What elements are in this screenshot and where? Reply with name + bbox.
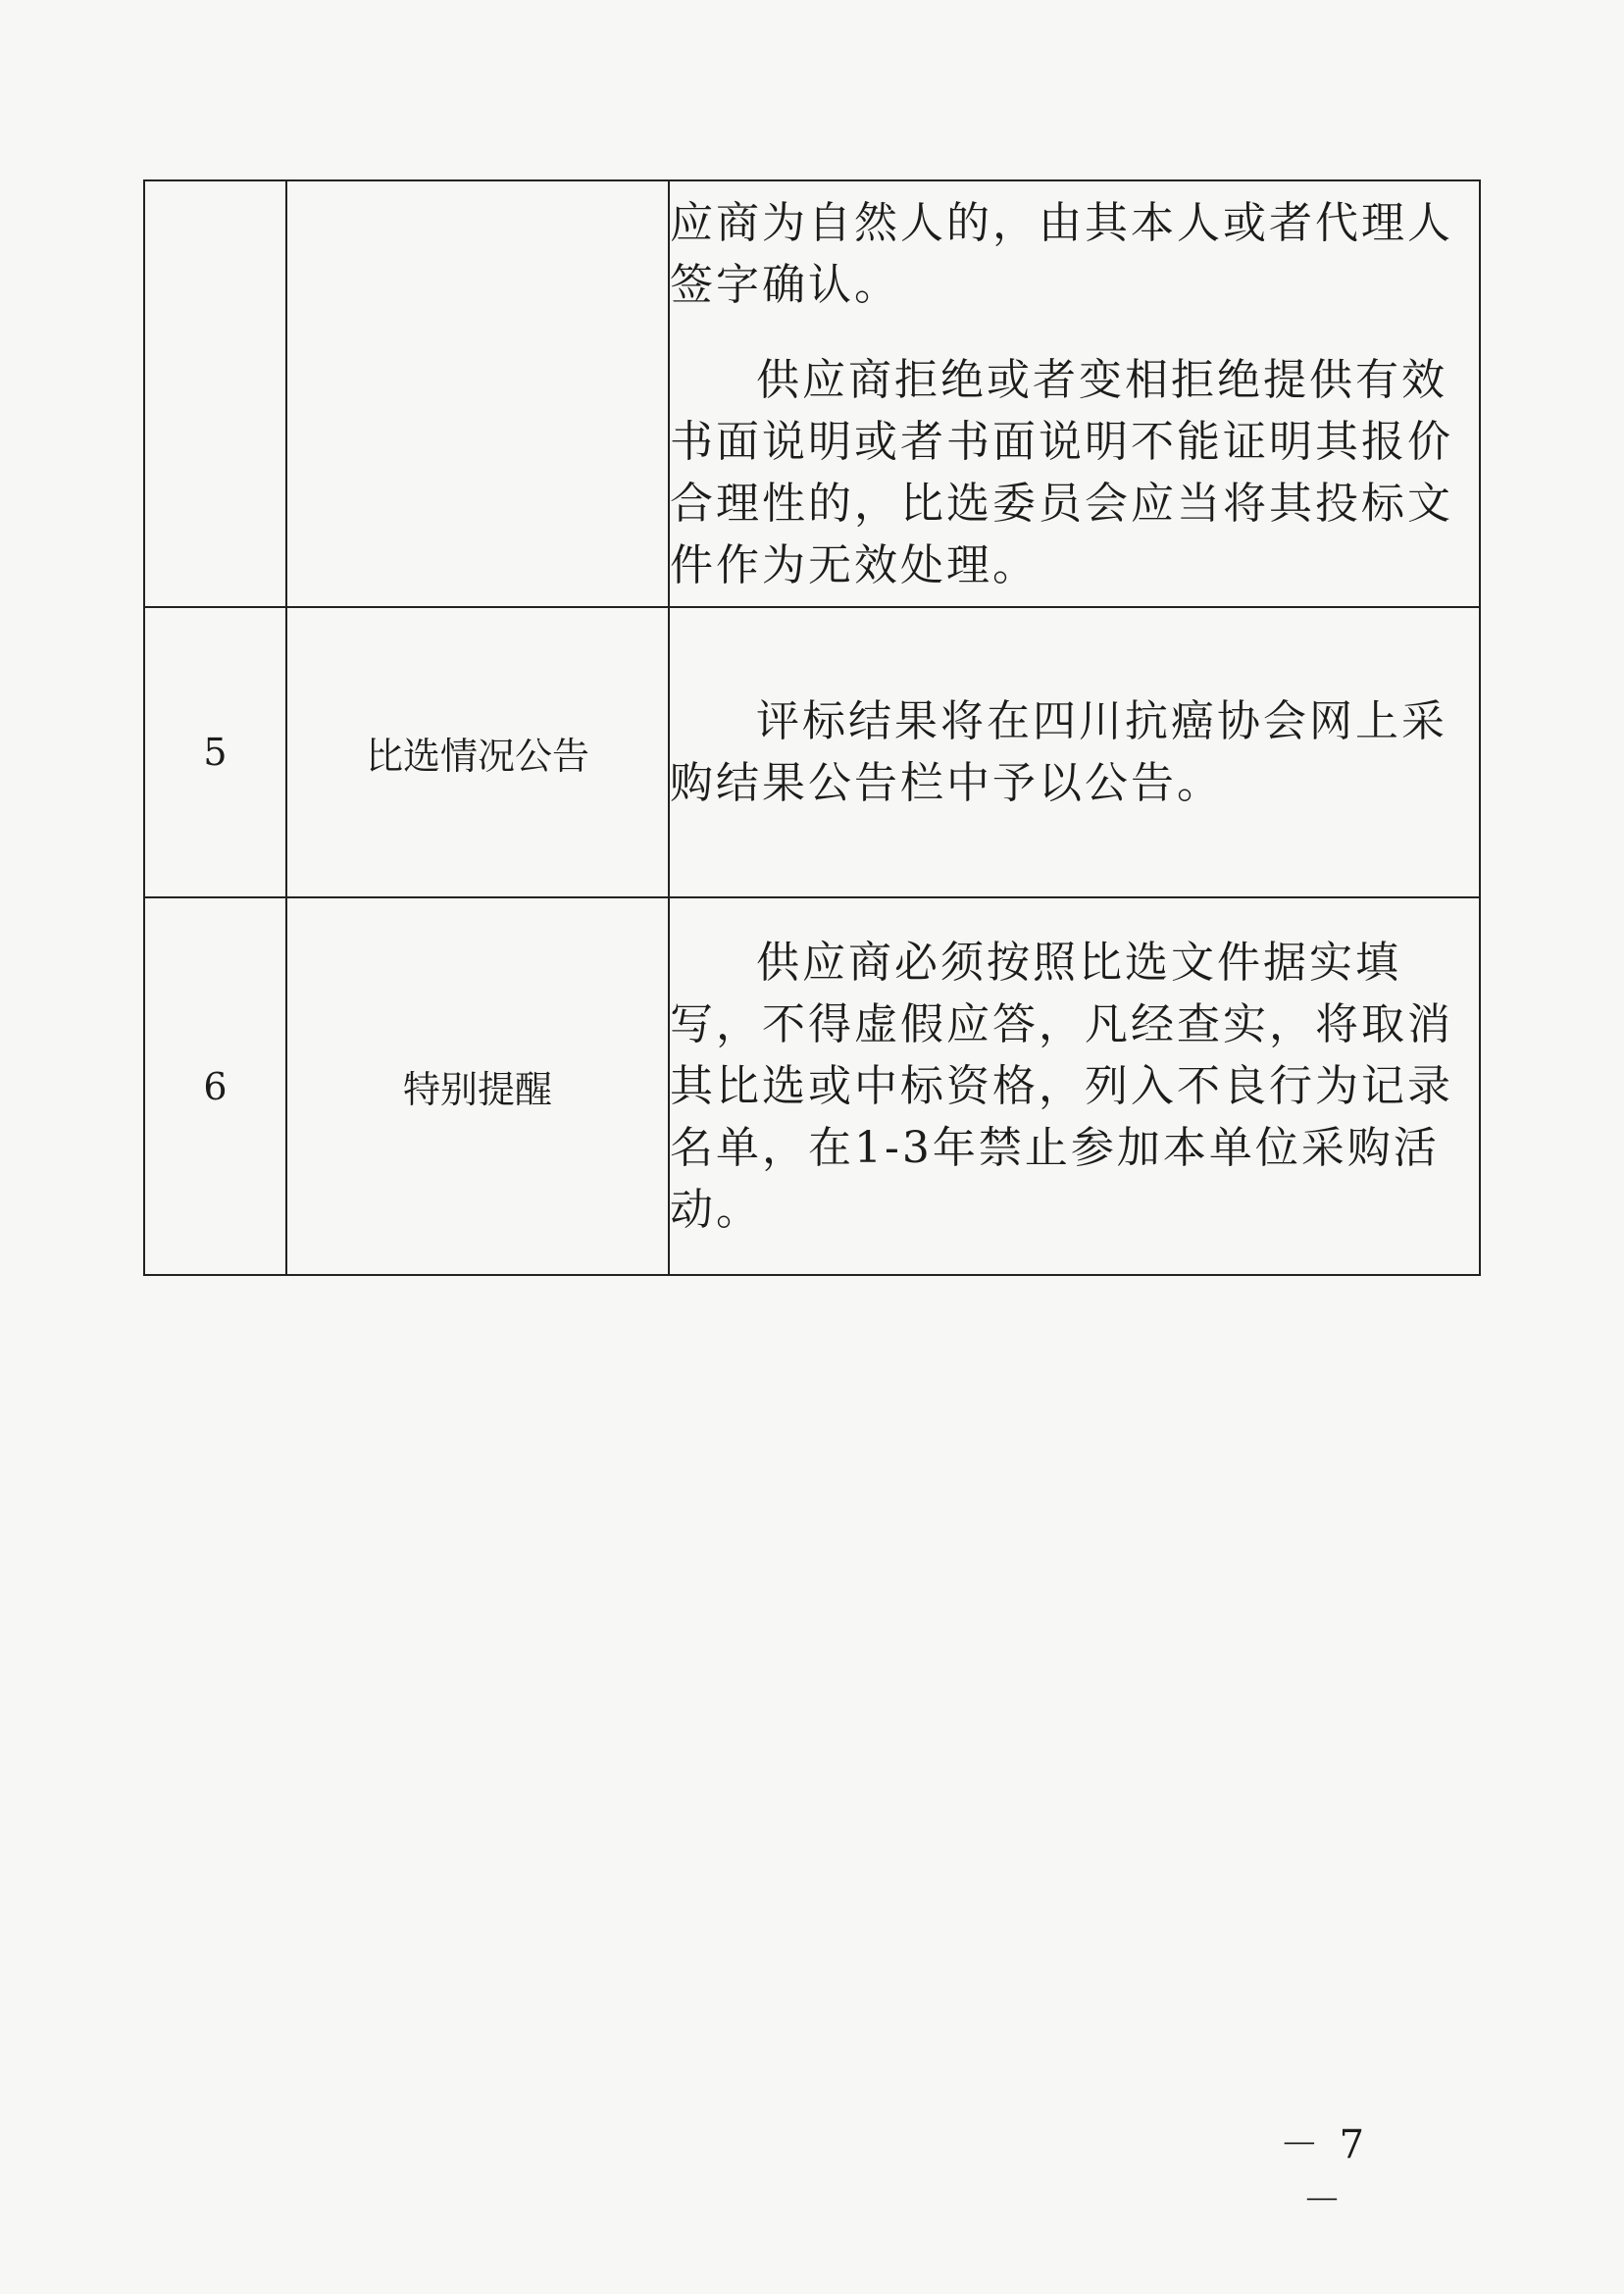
row-number: 5	[144, 607, 286, 897]
page-number: － 7 －	[1279, 2122, 1369, 2223]
row-item: 比选情况公告	[286, 607, 669, 897]
table-row	[144, 180, 1480, 607]
content-paragraph: 评标结果将在四川抗癌协会网上采购结果公告栏中予以公告。	[670, 696, 1447, 808]
row-item: 特别提醒	[286, 897, 669, 1275]
table-row	[144, 607, 1480, 897]
row-content	[669, 897, 1480, 1275]
row-number	[144, 180, 286, 607]
content-paragraph: 应商为自然人的，由其本人或者代理人签字确认。	[670, 197, 1453, 310]
row-content	[669, 607, 1480, 897]
content-paragraph: 供应商拒绝或者变相拒绝提供有效书面说明或者书面说明不能证明其报价合理性的，比选委员会应当将其投标文件作为无效处理。	[670, 354, 1453, 590]
content-paragraph: 供应商必须按照比选文件据实填写，不得虚假应答，凡经查实，将取消其比选或中标资格，列入不良行为记录名单，在1-3年禁止参加本单位采购活动。	[670, 938, 1453, 1235]
rules-table	[143, 179, 1481, 1276]
table-row	[144, 897, 1480, 1275]
row-content	[669, 180, 1480, 607]
row-item	[286, 180, 669, 607]
row-number: 6	[144, 897, 286, 1275]
